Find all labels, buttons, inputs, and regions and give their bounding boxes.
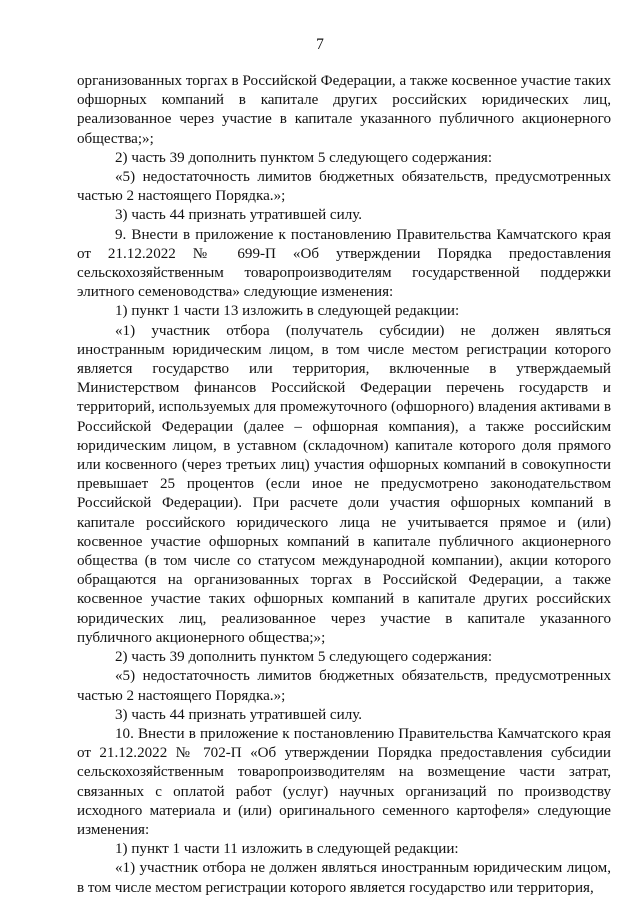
paragraph: 10. Внести в приложение к постановлению Правительства Камчатского края от 21.12.2022 № 702-П «Об утверждении Порядка предоставления субсидии сельскохозяйственным товаропроизводителям на возмещение части затрат, связанных с оплатой работ (услуг) научных организаций по производству исходного материала и (или) оригинального семенного картофеля» следующие изменения: bbox=[77, 725, 611, 838]
page-number: 7 bbox=[316, 36, 324, 53]
paragraph: «5) недостаточность лимитов бюджетных обязательств, предусмотренных частью 2 настоящего Порядка.»; bbox=[77, 169, 611, 205]
paragraph: 2) часть 39 дополнить пунктом 5 следующего содержания: bbox=[115, 149, 493, 166]
paragraph: 3) часть 44 признать утратившей силу. bbox=[115, 706, 363, 723]
paragraph: 2) часть 39 дополнить пунктом 5 следующего содержания: bbox=[115, 649, 493, 666]
paragraph: «1) участник отбора не должен являться иностранным юридическим лицом, в том числе местом регистрации которого является государство или территория, bbox=[77, 860, 611, 896]
paragraph: «5) недостаточность лимитов бюджетных обязательств, предусмотренных частью 2 настоящего Порядка.»; bbox=[77, 668, 611, 704]
paragraph: 9. Внести в приложение к постановлению Правительства Камчатского края от 21.12.2022 № 699-П «Об утверждении Порядка предоставления сельскохозяйственным товаропроизводителям государственной поддержки элитного семеноводства» следующие изменения: bbox=[77, 226, 611, 301]
document-body bbox=[77, 72, 611, 898]
paragraph: 1) пункт 1 части 11 изложить в следующей редакции: bbox=[115, 841, 459, 858]
paragraph: 3) часть 44 признать утратившей силу. bbox=[115, 207, 363, 224]
paragraph: организованных торгах в Российской Федерации, а также косвенное участие таких офшорных компаний в капитале других российских юридических лиц, реализованное через участие в капитале указанного публичного акционерного общества;»; bbox=[77, 73, 611, 147]
paragraph: 1) пункт 1 части 13 изложить в следующей редакции: bbox=[115, 303, 460, 320]
paragraph: «1) участник отбора (получатель субсидии) не должен являться иностранным юридическим лицом, в том числе местом регистрации которого является государство или территория, включенные в утверждаемый Министерством финансов Российской Федерации перечень государств и территорий, используемых для промежуточного (офшорного) владения активами в Российской Федерации (далее – офшорная компания), а также российским юридическим лицом, в уставном (складочном) капитале которого доля прямого или косвенного (через третьих лиц) участия офшорных компаний в совокупности превышает 25 процентов (если иное не предусмотрено законодательством Российской Федерации). При расчете доли участия офшорных компаний в капитале российского юридического лица не учитывается прямое и (или) косвенное участие офшорных компаний в капитале публичного акционерного общества (в том числе со статусом международной компании), акции которого обращаются на организованных торгах в Российской Федерации, а также косвенное участие таких офшорных компаний в капитале других российских юридических лиц, реализованное через участие в капитале указанного публичного акционерного общества;»; bbox=[77, 322, 611, 646]
